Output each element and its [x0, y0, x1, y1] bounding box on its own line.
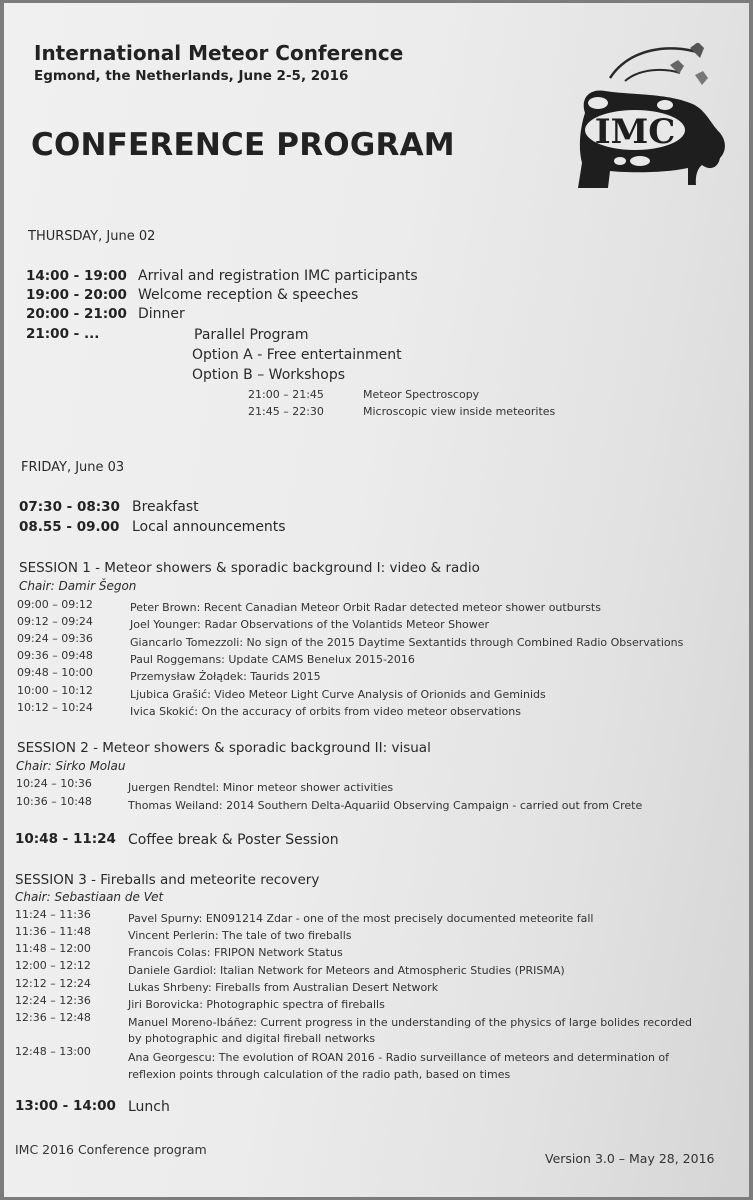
- talk-title-continued: reflexion points through calculation of the radio path, based on times: [128, 1068, 511, 1081]
- thursday-heading: THURSDAY, June 02: [28, 229, 156, 244]
- workshop-time: 21:45 – 22:30: [248, 405, 324, 418]
- event-time: 19:00 - 20:00: [26, 287, 127, 303]
- talk-time: 11:48 – 12:00: [15, 942, 91, 955]
- friday-heading: FRIDAY, June 03: [21, 460, 125, 475]
- talk-time: 09:24 – 09:36: [17, 632, 93, 645]
- talk-title: Ana Georgescu: The evolution of ROAN 2016 - Radio surveillance of meteors and determination of: [128, 1051, 670, 1064]
- event-label: Welcome reception & speeches: [138, 287, 359, 303]
- talk-time: 10:00 – 10:12: [17, 684, 93, 697]
- talk-title: Giancarlo Tomezzoli: No sign of the 2015 Daytime Sextantids through Combined Radio Observations: [130, 636, 684, 649]
- footer-version: Version 3.0 – May 28, 2016: [545, 1151, 715, 1166]
- coffee-time: 10:48 - 11:24: [15, 831, 116, 847]
- session2-chair: Chair: Sirko Molau: [16, 759, 126, 773]
- talk-time: 12:12 – 12:24: [15, 977, 91, 990]
- event-time: 20:00 - 21:00: [26, 306, 127, 322]
- talk-time: 12:48 – 13:00: [15, 1045, 91, 1058]
- talk-time: 10:36 – 10:48: [16, 795, 92, 808]
- program-title: CONFERENCE PROGRAM: [31, 127, 455, 163]
- talk-time: 12:36 – 12:48: [15, 1011, 91, 1024]
- talk-time: 12:24 – 12:36: [15, 994, 91, 1007]
- event-label: Local announcements: [132, 519, 286, 535]
- event-time: 14:00 - 19:00: [26, 268, 127, 284]
- event-time: 21:00 - ...: [26, 326, 100, 342]
- option-b: Option B – Workshops: [192, 367, 346, 383]
- talk-title: Thomas Weiland: 2014 Southern Delta-Aquariid Observing Campaign - carried out from Crete: [128, 799, 643, 812]
- talk-time: 11:36 – 11:48: [15, 925, 91, 938]
- footer-left: IMC 2016 Conference program: [15, 1142, 207, 1157]
- talk-time: 11:24 – 11:36: [15, 908, 91, 921]
- session3-chair: Chair: Sebastiaan de Vet: [15, 890, 164, 904]
- session1-title: SESSION 1 - Meteor showers & sporadic background I: video & radio: [19, 560, 480, 576]
- logo-text: IMC: [594, 112, 676, 152]
- option-a: Option A - Free entertainment: [192, 347, 402, 363]
- talk-title: Daniele Gardiol: Italian Network for Meteors and Atmospheric Studies (PRISMA): [128, 964, 565, 977]
- talk-time: 09:48 – 10:00: [17, 666, 93, 679]
- program-page: [4, 3, 749, 1197]
- talk-title: Joel Younger: Radar Observations of the Volantids Meteor Shower: [130, 618, 490, 631]
- talk-time: 10:24 – 10:36: [16, 777, 92, 790]
- event-label: Dinner: [138, 306, 185, 322]
- talk-title: Lukas Shrbeny: Fireballs from Australian Desert Network: [128, 981, 439, 994]
- event-label: Arrival and registration IMC participants: [138, 268, 418, 284]
- event-time: 07:30 - 08:30: [19, 499, 120, 515]
- talk-title: Juergen Rendtel: Minor meteor shower activities: [128, 781, 394, 794]
- workshop-time: 21:00 – 21:45: [248, 388, 324, 401]
- talk-title: Ljubica Grašić: Video Meteor Light Curve Analysis of Orionids and Geminids: [130, 688, 546, 701]
- parallel-program: Parallel Program: [194, 327, 309, 343]
- talk-title: Manuel Moreno-Ibáñez: Current progress in the understanding of the physics of large bolides recorded: [128, 1016, 692, 1029]
- talk-time: 09:12 – 09:24: [17, 615, 93, 628]
- talk-title: Francois Colas: FRIPON Network Status: [128, 946, 343, 959]
- talk-title: Vincent Perlerin: The tale of two fireballs: [128, 929, 352, 942]
- talk-title: Paul Roggemans: Update CAMS Benelux 2015-2016: [130, 653, 415, 666]
- session3-title: SESSION 3 - Fireballs and meteorite recovery: [15, 872, 320, 888]
- talk-title: Jiri Borovicka: Photographic spectra of fireballs: [128, 998, 385, 1011]
- workshop-title: Meteor Spectroscopy: [363, 388, 480, 401]
- workshop-title: Microscopic view inside meteorites: [363, 405, 556, 418]
- talk-title: Przemysław Żołądek: Taurids 2015: [130, 670, 321, 683]
- event-label: Breakfast: [132, 499, 199, 515]
- event-time: 08.55 - 09.00: [19, 519, 120, 535]
- talk-time: 12:00 – 12:12: [15, 959, 91, 972]
- conference-subtitle: Egmond, the Netherlands, June 2-5, 2016: [34, 68, 349, 84]
- talk-title-continued: by photographic and digital fireball networks: [128, 1032, 376, 1045]
- lunch-label: Lunch: [128, 1099, 170, 1115]
- talk-time: 10:12 – 10:24: [17, 701, 93, 714]
- session2-title: SESSION 2 - Meteor showers & sporadic background II: visual: [17, 740, 431, 756]
- imc-cow-logo: [570, 43, 730, 193]
- coffee-label: Coffee break & Poster Session: [128, 832, 339, 848]
- talk-time: 09:36 – 09:48: [17, 649, 93, 662]
- conference-title: International Meteor Conference: [34, 41, 404, 65]
- talk-title: Pavel Spurny: EN091214 Zdar - one of the most precisely documented meteorite fall: [128, 912, 594, 925]
- talk-title: Peter Brown: Recent Canadian Meteor Orbit Radar detected meteor shower outbursts: [130, 601, 601, 614]
- session1-chair: Chair: Damir Šegon: [19, 579, 137, 593]
- lunch-time: 13:00 - 14:00: [15, 1098, 116, 1114]
- talk-title: Ivica Skokić: On the accuracy of orbits from video meteor observations: [130, 705, 521, 718]
- talk-time: 09:00 – 09:12: [17, 598, 93, 611]
